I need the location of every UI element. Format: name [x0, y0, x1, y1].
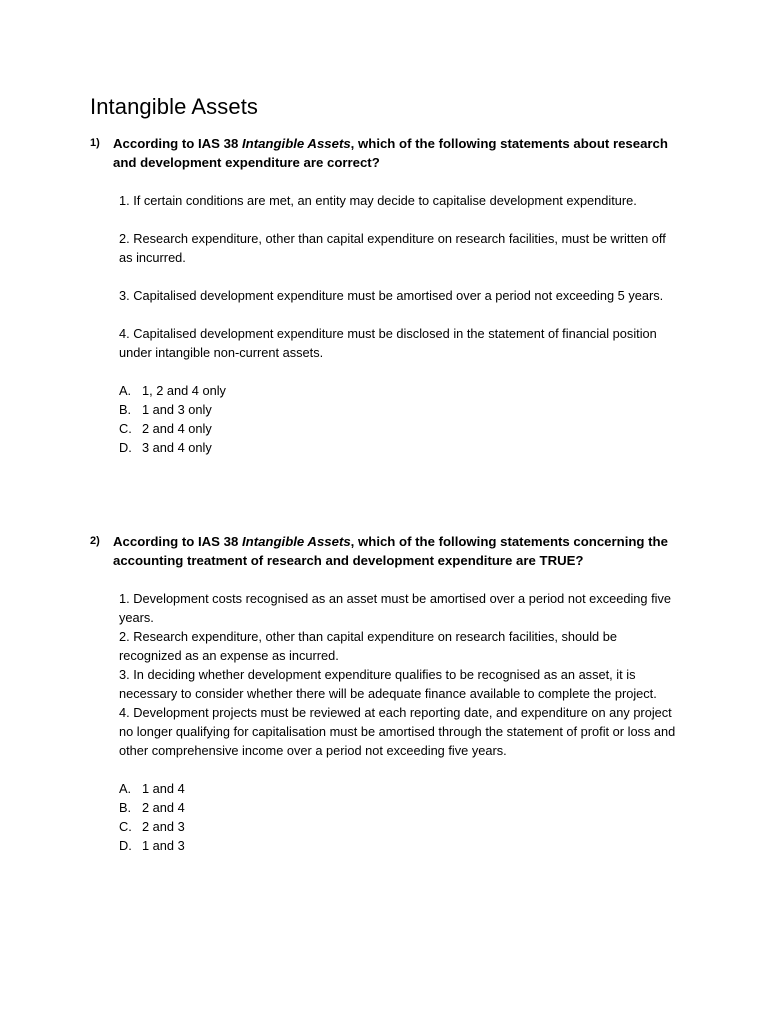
answer-options — [119, 779, 680, 855]
answer-option-a[interactable] — [119, 381, 680, 400]
option-text: 2 and 4 only — [142, 421, 212, 436]
statement: 4. Development projects must be reviewed at each reporting date, and expenditure on any project no longer qualifying for capitalisation must be amortised through the statement of profit or loss and other comprehensive income over a period not exceeding five years. — [119, 705, 676, 758]
statement: 3. In deciding whether development expenditure qualifies to be recognised as an asset, it is necessary to consider whether there will be adequate finance available to complete the project. — [119, 667, 657, 701]
question-prompt: 1) According to IAS 38 Intangible Assets, which of the following statements about research and development expenditure are correct? — [90, 136, 668, 170]
option-text: 3 and 4 only — [142, 440, 212, 455]
answer-option-c[interactable] — [119, 419, 680, 438]
answer-option-b[interactable] — [119, 400, 680, 419]
answer-options — [119, 381, 680, 457]
statement: 2. Research expenditure, other than capital expenditure on research facilities, should be recognized as an expense as incurred. — [119, 629, 617, 663]
option-text: 1, 2 and 4 only — [142, 383, 226, 398]
statement: 1. If certain conditions are met, an entity may decide to capitalise development expenditure. — [119, 193, 637, 208]
option-letter: C. — [119, 421, 132, 436]
option-letter: A. — [119, 383, 132, 398]
option-text: 1 and 3 only — [142, 402, 212, 417]
option-letter: B. — [119, 402, 132, 417]
standard-name: Intangible Assets — [241, 534, 351, 549]
question-number: 2) — [90, 535, 100, 547]
standard-name: Intangible Assets — [241, 136, 351, 151]
option-text: 2 and 3 — [142, 819, 185, 834]
answer-option-d[interactable] — [119, 438, 680, 457]
statement: 4. Capitalised development expenditure must be disclosed in the statement of financial position under intangible non-current assets. — [119, 326, 657, 360]
option-letter: B. — [119, 800, 132, 815]
option-text: 1 and 3 — [142, 838, 185, 853]
statement: 2. Research expenditure, other than capital expenditure on research facilities, must be written off as incurred. — [119, 231, 666, 265]
statement: 1. Development costs recognised as an asset must be amortised over a period not exceeding five years. — [119, 591, 671, 625]
answer-option-c[interactable] — [119, 817, 680, 836]
statement: 3. Capitalised development expenditure must be amortised over a period not exceeding 5 years. — [119, 288, 664, 303]
answer-option-a[interactable] — [119, 779, 680, 798]
question-prompt: 2) According to IAS 38 Intangible Assets, which of the following statements concerning the accounting treatment of research and development expenditure are TRUE? — [90, 534, 668, 568]
answer-option-d[interactable] — [119, 836, 680, 855]
option-letter: C. — [119, 819, 132, 834]
option-letter: D. — [119, 838, 132, 853]
question-1 — [90, 134, 680, 457]
option-letter: A. — [119, 781, 132, 796]
document-title: Intangible Assets — [90, 94, 259, 119]
question-number: 1) — [90, 137, 100, 149]
answer-option-b[interactable] — [119, 798, 680, 817]
option-letter: D. — [119, 440, 132, 455]
option-text: 1 and 4 — [142, 781, 185, 796]
question-2 — [90, 532, 680, 855]
option-text: 2 and 4 — [142, 800, 185, 815]
